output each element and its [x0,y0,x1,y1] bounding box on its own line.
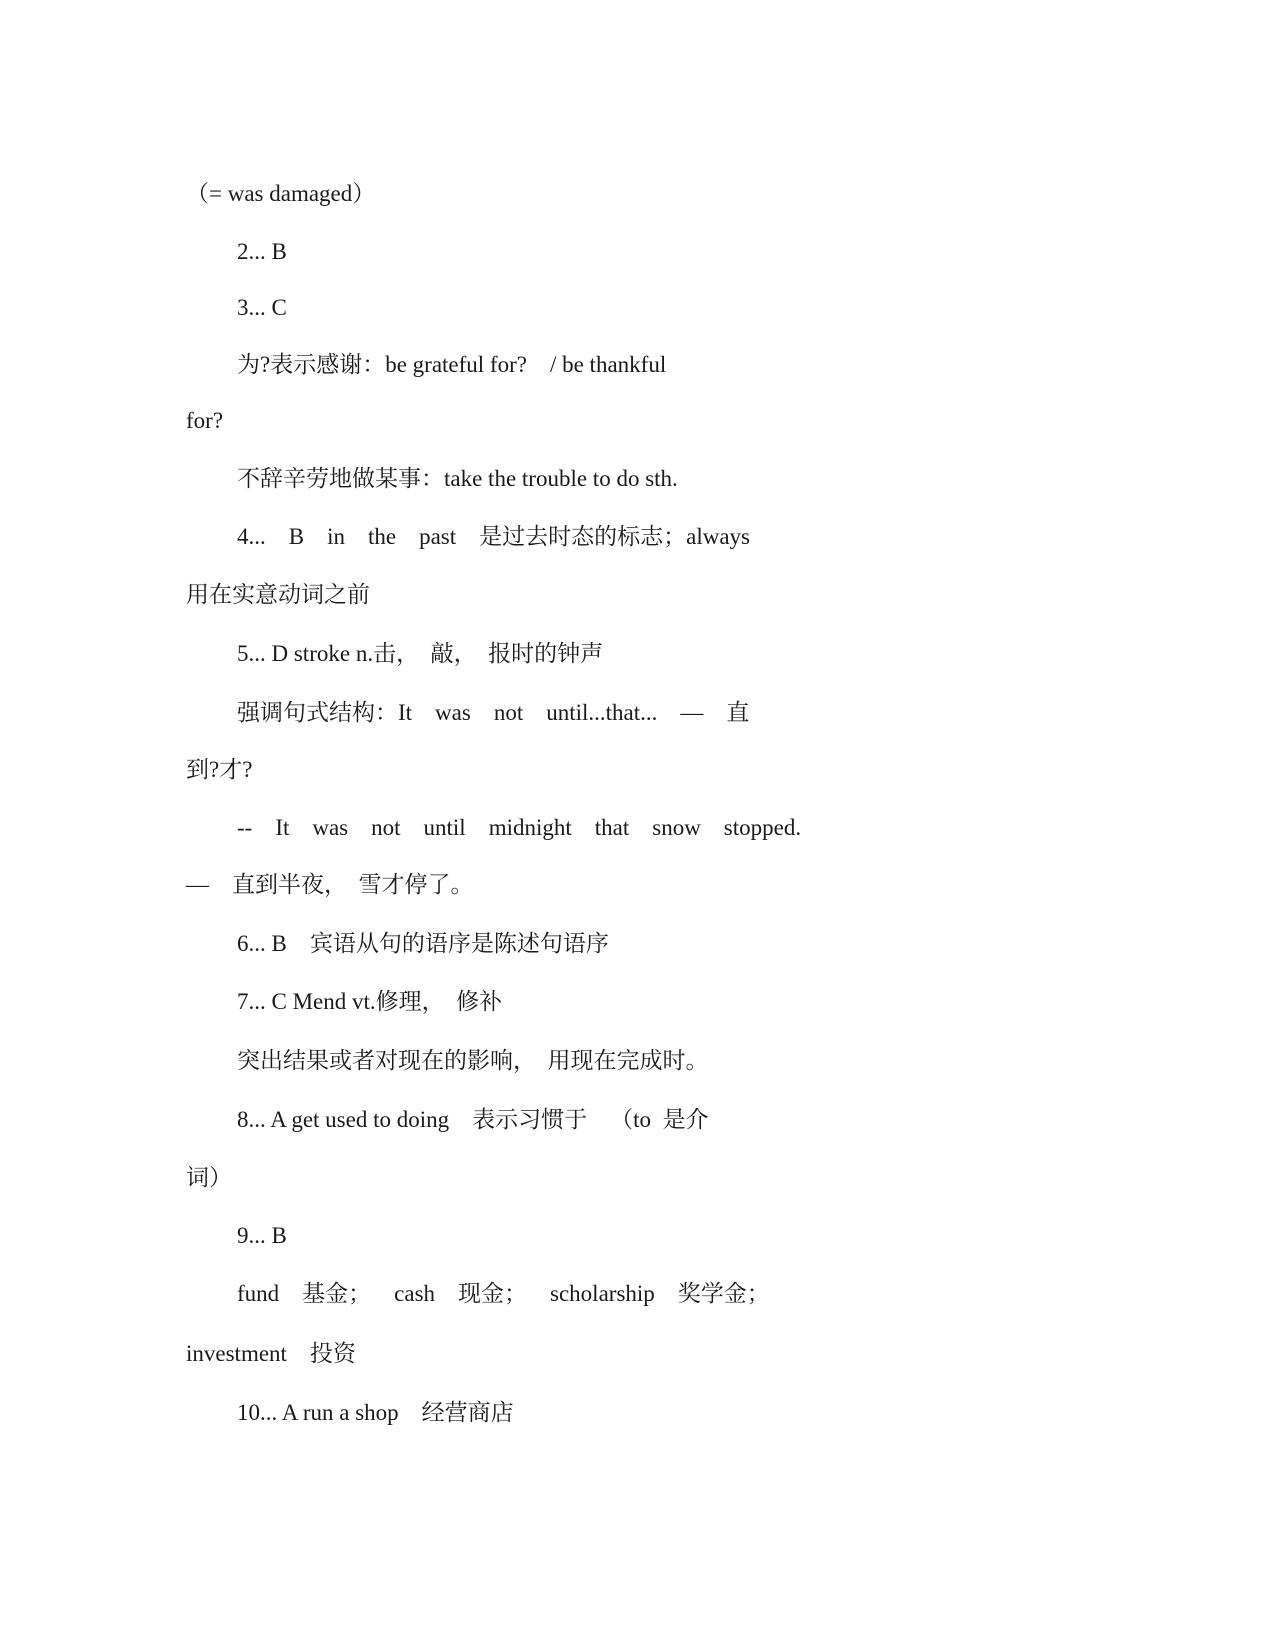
answer-line: 2... B [237,239,287,264]
text-line: investment 投资 [186,1341,356,1366]
text-line: fund 基金； cash 现金； scholarship 奖学金； [237,1281,770,1306]
text-line: 强调句式结构：It was not until...that... — 直 [237,700,750,725]
text-line: 词） [186,1165,232,1190]
text-line: 用在实意动词之前 [186,582,370,607]
answer-line: 7... C Mend vt.修理， 修补 [237,989,503,1014]
answer-line: 8... A get used to doing 表示习惯于 （to 是介 [237,1107,709,1132]
text-line: 不辞辛劳地做某事：take the trouble to do sth. [237,466,678,491]
text-line: （= was damaged） [186,181,376,206]
example-line: -- It was not until midnight that snow stopped. [237,815,802,840]
text-line: for? [186,408,224,433]
text-line: 为?表示感谢：be grateful for? / be thankful [237,352,667,377]
answer-line: 3... C [237,295,287,320]
answer-line: 4... B in the past 是过去时态的标志；always [237,524,750,549]
answer-line: 6... B 宾语从句的语序是陈述句语序 [237,931,609,956]
example-line: — 直到半夜， 雪才停了。 [186,872,474,897]
text-line: 到?才? [186,757,253,782]
answer-line: 9... B [237,1223,287,1248]
answer-line: 10... A run a shop 经营商店 [237,1400,514,1425]
text-line: 突出结果或者对现在的影响， 用现在完成时。 [237,1048,709,1073]
answer-line: 5... D stroke n.击， 敲， 报时的钟声 [237,641,604,666]
